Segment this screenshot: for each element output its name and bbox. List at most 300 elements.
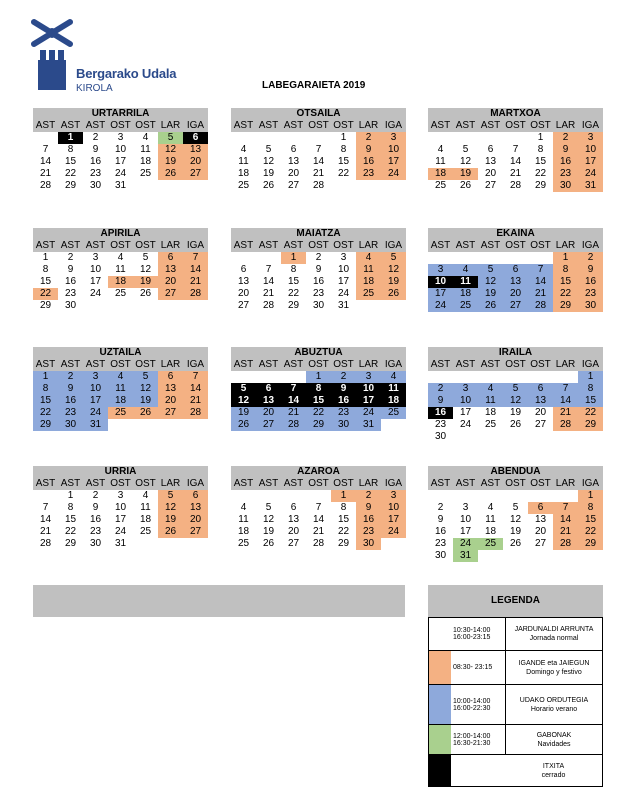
day-cell: 2 [578, 252, 603, 264]
day-cell: 8 [67, 144, 74, 155]
page-title: LABEGARAIETA 2019 [262, 80, 366, 91]
weekday-label: LAR [555, 240, 576, 251]
day-cell: 14 [553, 514, 578, 526]
day-grid [33, 371, 208, 431]
weekday-label: IGA [581, 240, 600, 251]
legend-label-eu: ITXITA [542, 762, 565, 770]
weekday-label: AST [233, 478, 254, 489]
weekday-label: OST [530, 120, 551, 131]
day-cell: 29 [33, 419, 58, 431]
day-cell: 27 [534, 538, 547, 549]
day-cell: 12 [158, 502, 183, 514]
legend-swatch [429, 755, 451, 786]
empty-cell [528, 371, 553, 383]
day-cell: 14 [312, 514, 325, 525]
legend-label-eu: UDAKO ORDUTEGIA [519, 696, 589, 704]
day-cell: 31 [356, 419, 381, 431]
month-otsaila [231, 108, 406, 192]
weekday-label: OST [530, 240, 551, 251]
legend-swatch [429, 685, 451, 724]
empty-cell [33, 490, 58, 502]
day-cell: 8 [290, 264, 297, 275]
day-cell: 7 [42, 502, 49, 513]
day-cell: 27 [237, 300, 250, 311]
weekday-header [33, 478, 208, 490]
day-cell: 6 [158, 252, 183, 264]
weekday-label: IGA [581, 359, 600, 370]
day-cell: 27 [158, 288, 183, 300]
day-cell: 7 [512, 144, 519, 155]
weekday-header [428, 120, 603, 132]
weekday-label: OST [505, 240, 526, 251]
day-cell: 14 [553, 395, 578, 407]
day-cell: 4 [453, 264, 478, 276]
day-cell: 31 [114, 180, 127, 191]
day-cell: 1 [578, 371, 603, 383]
grey-bar [33, 585, 405, 617]
day-cell: 26 [231, 419, 256, 431]
day-cell: 26 [381, 288, 406, 300]
legend-hours-line: 12:00-14:00 [453, 732, 491, 740]
empty-cell [478, 490, 503, 502]
weekday-label: IGA [186, 120, 205, 131]
day-cell: 13 [158, 264, 183, 276]
day-cell: 13 [503, 276, 528, 288]
day-cell: 22 [578, 407, 603, 419]
day-grid [231, 490, 406, 550]
day-cell: 16 [64, 276, 77, 287]
day-cell: 9 [67, 264, 74, 275]
day-cell: 20 [287, 168, 300, 179]
legend-hours [451, 725, 506, 754]
day-cell: 16 [428, 407, 453, 419]
day-cell: 2 [356, 490, 381, 502]
day-cell: 15 [64, 156, 77, 167]
weekday-header [33, 120, 208, 132]
day-cell: 20 [256, 407, 281, 419]
empty-cell [428, 132, 453, 144]
day-cell: 10 [459, 514, 472, 525]
day-cell: 19 [231, 407, 256, 419]
day-cell: 9 [356, 144, 381, 156]
day-cell: 29 [337, 538, 350, 549]
day-cell: 20 [534, 407, 547, 418]
day-cell: 20 [534, 526, 547, 537]
day-grid [231, 371, 406, 431]
weekday-label: AST [455, 359, 476, 370]
day-cell: 20 [237, 288, 250, 299]
empty-cell [478, 252, 503, 264]
day-cell: 9 [92, 502, 99, 513]
legend-row-green [428, 725, 603, 755]
empty-cell [281, 371, 306, 383]
empty-cell [281, 132, 306, 144]
weekday-label: LAR [160, 359, 181, 370]
day-cell: 3 [117, 132, 124, 143]
day-cell: 20 [183, 514, 208, 526]
day-cell: 27 [534, 419, 547, 430]
day-cell: 3 [340, 252, 347, 263]
day-cell: 12 [262, 514, 275, 525]
day-cell: 18 [139, 514, 152, 525]
day-cell: 6 [183, 490, 208, 502]
weekday-label: AST [85, 359, 106, 370]
day-cell: 8 [578, 383, 603, 395]
day-cell: 12 [509, 514, 522, 525]
empty-cell [256, 252, 281, 264]
month-title: EKAINA [428, 228, 603, 240]
month-title: MARTXOA [428, 108, 603, 120]
day-cell: 5 [381, 252, 406, 264]
day-cell: 25 [434, 180, 447, 191]
day-cell: 18 [453, 288, 478, 300]
day-cell: 18 [108, 276, 133, 288]
weekday-label: OST [135, 240, 156, 251]
weekday-label: AST [480, 120, 501, 131]
legend-hours [451, 755, 505, 786]
legend-label-eu: JARDUNALDI ARRUNTA [514, 626, 594, 633]
day-cell: 15 [33, 395, 58, 407]
day-grid [231, 252, 406, 312]
day-cell: 16 [356, 156, 381, 168]
day-cell: 9 [428, 395, 453, 407]
day-cell: 17 [578, 156, 603, 168]
day-cell: 12 [139, 264, 152, 275]
weekday-label: AST [35, 120, 56, 131]
day-cell: 4 [356, 252, 381, 264]
day-cell: 21 [281, 407, 306, 419]
weekday-label: LAR [160, 240, 181, 251]
day-cell: 7 [553, 383, 578, 395]
day-cell: 24 [83, 407, 108, 419]
day-grid [428, 371, 603, 443]
day-cell: 3 [83, 371, 108, 383]
day-cell: 14 [262, 276, 275, 287]
weekday-header [428, 240, 603, 252]
day-cell: 9 [356, 502, 381, 514]
day-cell: 20 [158, 395, 183, 407]
day-cell: 24 [459, 419, 472, 430]
day-cell: 27 [256, 419, 281, 431]
day-cell: 20 [183, 156, 208, 168]
legend-swatch [429, 651, 451, 684]
weekday-label: OST [110, 240, 131, 251]
month-title: AZAROA [231, 466, 406, 478]
day-cell: 13 [287, 514, 300, 525]
day-cell: 19 [262, 526, 275, 537]
day-cell: 13 [183, 502, 208, 514]
day-cell: 16 [356, 514, 381, 526]
day-cell: 17 [114, 156, 127, 167]
empty-cell [231, 490, 256, 502]
day-cell: 11 [453, 276, 478, 288]
day-cell: 10 [114, 502, 127, 513]
empty-cell [553, 371, 578, 383]
legend-hours-line: 10:30-14:00 [453, 627, 491, 634]
day-cell: 14 [39, 156, 52, 167]
weekday-label: AST [430, 359, 451, 370]
day-cell: 11 [140, 144, 151, 155]
day-cell: 7 [315, 144, 322, 155]
day-cell: 9 [92, 144, 99, 155]
day-cell: 27 [503, 300, 528, 312]
day-cell: 5 [265, 144, 272, 155]
day-cell: 3 [428, 264, 453, 276]
logo-subtitle: KIROLA [76, 83, 113, 94]
day-cell: 7 [281, 383, 306, 395]
weekday-label: OST [308, 240, 329, 251]
day-cell: 29 [578, 419, 603, 431]
day-cell: 19 [509, 526, 522, 537]
day-cell: 27 [183, 526, 208, 538]
day-cell: 31 [83, 419, 108, 431]
day-cell: 10 [356, 383, 381, 395]
day-grid [33, 132, 208, 192]
day-cell: 8 [340, 502, 347, 513]
empty-cell [231, 371, 256, 383]
day-cell: 24 [453, 538, 478, 550]
day-cell: 30 [64, 300, 77, 311]
day-cell: 10 [337, 264, 350, 275]
month-title: MAIATZA [231, 228, 406, 240]
day-cell: 28 [553, 538, 578, 550]
legend-label-es: Navidades [537, 740, 571, 748]
day-cell: 5 [512, 502, 519, 513]
day-cell: 16 [553, 156, 578, 168]
weekday-label: OST [505, 120, 526, 131]
day-cell: 22 [33, 407, 58, 419]
day-cell: 2 [356, 132, 381, 144]
day-cell: 6 [528, 502, 553, 514]
day-cell: 27 [287, 180, 300, 191]
weekday-header [231, 359, 406, 371]
day-cell: 23 [356, 168, 381, 180]
day-cell: 22 [33, 288, 58, 300]
day-cell: 2 [428, 383, 453, 395]
empty-cell [453, 371, 478, 383]
day-cell: 28 [281, 419, 306, 431]
empty-cell [428, 252, 453, 264]
weekday-label: OST [308, 478, 329, 489]
weekday-label: AST [233, 120, 254, 131]
day-cell: 20 [158, 276, 183, 288]
day-cell: 23 [89, 526, 102, 537]
day-cell: 19 [133, 395, 158, 407]
weekday-label: IGA [186, 478, 205, 489]
month-iraila [428, 347, 603, 443]
day-cell: 25 [114, 288, 127, 299]
day-cell: 5 [478, 264, 503, 276]
day-cell: 22 [534, 168, 547, 179]
weekday-label: IGA [581, 120, 600, 131]
day-cell: 12 [478, 276, 503, 288]
day-cell: 26 [459, 180, 472, 191]
day-cell: 19 [158, 156, 183, 168]
day-cell: 17 [381, 156, 406, 168]
day-cell: 30 [553, 180, 578, 192]
day-cell: 19 [509, 407, 522, 418]
day-cell: 4 [240, 144, 247, 155]
day-cell: 24 [337, 288, 350, 299]
day-cell: 6 [290, 144, 297, 155]
day-cell: 1 [281, 252, 306, 264]
day-cell: 15 [287, 276, 300, 287]
day-cell: 24 [381, 168, 406, 180]
day-cell: 20 [503, 288, 528, 300]
month-title: UZTAILA [33, 347, 208, 359]
day-cell: 1 [306, 371, 331, 383]
day-cell: 22 [553, 288, 578, 300]
legend-swatch [429, 618, 451, 650]
logo [30, 18, 200, 98]
day-cell: 30 [312, 300, 325, 311]
day-cell: 18 [139, 156, 152, 167]
day-cell: 26 [262, 538, 275, 549]
day-cell: 31 [453, 550, 478, 562]
day-cell: 21 [312, 168, 325, 179]
day-cell: 22 [64, 168, 77, 179]
weekday-label: OST [333, 120, 354, 131]
day-cell: 2 [437, 502, 444, 513]
day-cell: 25 [381, 407, 406, 419]
day-cell: 2 [315, 252, 322, 263]
day-cell: 7 [183, 371, 208, 383]
day-cell: 24 [114, 168, 127, 179]
day-cell: 1 [340, 132, 347, 143]
day-cell: 24 [356, 407, 381, 419]
day-grid [428, 132, 603, 192]
day-cell: 19 [381, 276, 406, 288]
weekday-header [33, 359, 208, 371]
day-cell: 21 [528, 288, 553, 300]
day-cell: 28 [39, 180, 52, 191]
weekday-label: AST [60, 120, 81, 131]
day-cell: 10 [578, 144, 603, 156]
day-cell: 23 [356, 526, 381, 538]
day-cell: 15 [337, 514, 350, 525]
day-cell: 26 [509, 538, 522, 549]
day-cell: 21 [39, 168, 52, 179]
weekday-header [428, 359, 603, 371]
day-cell: 29 [534, 180, 547, 191]
day-cell: 30 [356, 538, 381, 550]
day-cell: 10 [114, 144, 127, 155]
day-cell: 1 [67, 490, 74, 501]
day-cell: 6 [240, 264, 247, 275]
day-cell: 2 [92, 490, 99, 501]
day-cell: 9 [553, 144, 578, 156]
weekday-label: OST [110, 120, 131, 131]
day-cell: 9 [331, 383, 356, 395]
day-cell: 25 [237, 180, 250, 191]
day-cell: 28 [183, 288, 208, 300]
day-cell: 10 [428, 276, 453, 288]
weekday-label: LAR [358, 120, 379, 131]
day-cell: 29 [553, 300, 578, 312]
empty-cell [528, 490, 553, 502]
weekday-label: AST [35, 240, 56, 251]
legend-row-orange [428, 651, 603, 685]
day-cell: 11 [238, 514, 249, 525]
month-abendua [428, 466, 603, 562]
day-cell: 17 [428, 288, 453, 300]
day-cell: 6 [158, 371, 183, 383]
day-cell: 8 [67, 502, 74, 513]
empty-cell [478, 132, 503, 144]
empty-cell [256, 490, 281, 502]
day-cell: 3 [578, 132, 603, 144]
day-cell: 1 [42, 252, 49, 263]
day-cell: 22 [306, 407, 331, 419]
day-cell: 17 [459, 526, 472, 537]
day-cell: 28 [39, 538, 52, 549]
weekday-label: IGA [384, 478, 403, 489]
day-cell: 9 [58, 383, 83, 395]
legend-label-eu: IGANDE eta JAIEGUN [518, 659, 590, 667]
day-cell: 6 [256, 383, 281, 395]
day-cell: 18 [484, 407, 497, 418]
day-cell: 28 [509, 180, 522, 191]
empty-cell [453, 252, 478, 264]
day-cell: 31 [578, 180, 603, 192]
day-cell: 14 [528, 276, 553, 288]
day-cell: 4 [487, 502, 494, 513]
legend-label-es: Horario verano [530, 705, 578, 713]
month-abuztua [231, 347, 406, 431]
month-title: URTARRILA [33, 108, 208, 120]
day-cell: 3 [381, 490, 406, 502]
day-cell: 26 [262, 180, 275, 191]
day-cell: 13 [183, 144, 208, 156]
day-cell: 1 [58, 132, 83, 144]
weekday-label: AST [85, 240, 106, 251]
day-cell: 2 [67, 252, 74, 263]
day-cell: 22 [578, 526, 603, 538]
day-cell: 5 [133, 371, 158, 383]
weekday-label: LAR [160, 478, 181, 489]
month-title: ABUZTUA [231, 347, 406, 359]
day-cell: 23 [553, 168, 578, 180]
day-cell: 17 [114, 514, 127, 525]
weekday-label: LAR [160, 120, 181, 131]
day-cell: 7 [315, 502, 322, 513]
month-uztaila [33, 347, 208, 431]
day-cell: 24 [89, 288, 102, 299]
day-cell: 21 [183, 276, 208, 288]
day-cell: 11 [238, 156, 249, 167]
day-cell: 1 [553, 252, 578, 264]
coat-of-arms-icon [30, 18, 74, 94]
legend-hours-line: 16:00-22:30 [453, 704, 491, 712]
day-cell: 23 [434, 538, 447, 549]
day-cell: 23 [312, 288, 325, 299]
day-cell: 8 [340, 144, 347, 155]
day-cell: 23 [89, 168, 102, 179]
legend-hours [451, 685, 506, 724]
day-cell: 15 [39, 276, 52, 287]
day-cell: 21 [509, 168, 522, 179]
day-cell: 30 [89, 538, 102, 549]
legend-hours [451, 618, 506, 650]
day-cell: 21 [262, 288, 275, 299]
month-martxoa [428, 108, 603, 192]
day-cell: 6 [183, 132, 208, 144]
empty-cell [428, 490, 453, 502]
weekday-label: AST [283, 359, 304, 370]
day-cell: 27 [158, 407, 183, 419]
empty-cell [428, 371, 453, 383]
empty-cell [478, 371, 503, 383]
